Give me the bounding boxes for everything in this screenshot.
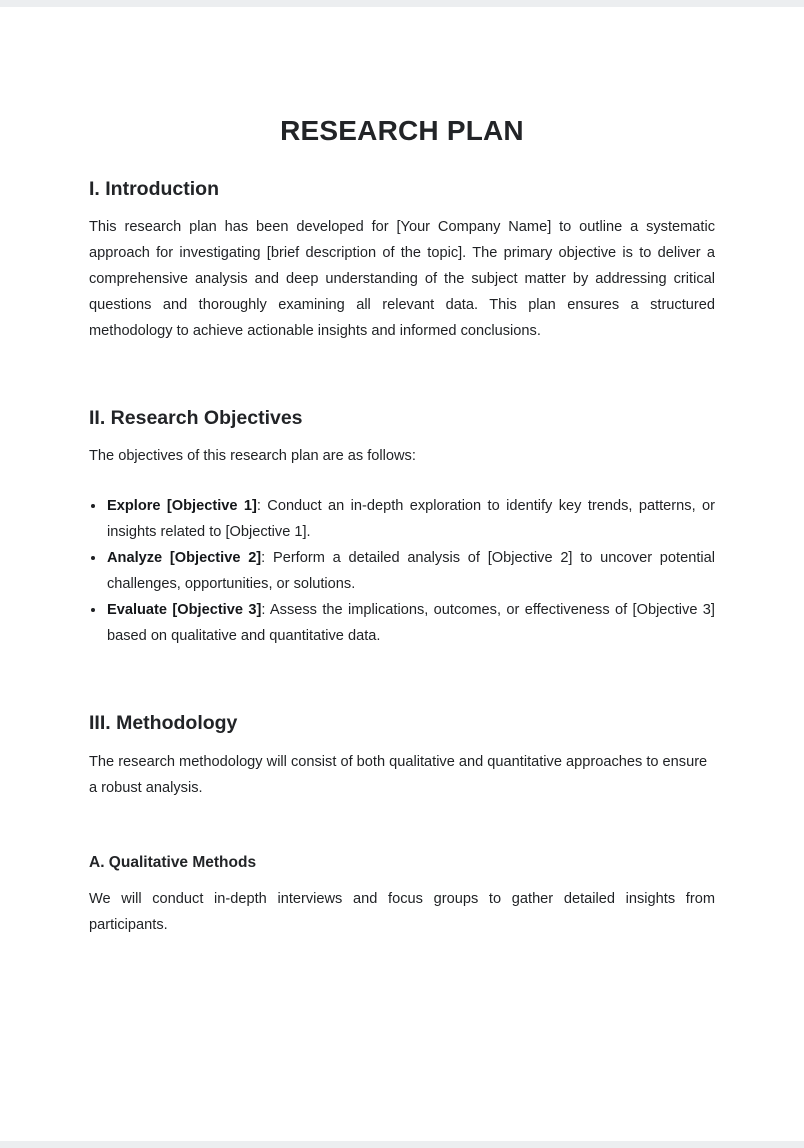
objective-lead-label: Analyze [Objective 2] xyxy=(107,550,262,567)
bullet-dot-icon xyxy=(91,608,95,612)
list-item xyxy=(89,545,715,597)
objective-body-text: : Conduct an in-depth exploration to identify key trends, patterns, or insights related to [Objective 1]. xyxy=(107,498,715,541)
objectives-intro-text: The objectives of this research plan are as follows: xyxy=(89,448,416,465)
section-methodology xyxy=(89,711,715,938)
top-edge-strip xyxy=(0,0,804,7)
bottom-edge-strip xyxy=(0,1141,804,1148)
qualitative-methods-paragraph: We will conduct in-depth interviews and focus groups to gather detailed insights from participants. xyxy=(89,890,715,933)
document-page xyxy=(0,7,804,1141)
section-heading-research-objectives: II. Research Objectives xyxy=(89,406,303,429)
list-item xyxy=(89,493,715,545)
bullet-dot-icon xyxy=(91,504,95,508)
section-heading-introduction: I. Introduction xyxy=(89,177,219,200)
section-research-objectives xyxy=(89,406,715,649)
objectives-list xyxy=(89,493,715,649)
bullet-dot-icon xyxy=(91,556,95,560)
objective-body-text: : Perform a detailed analysis of [Objective 2] to uncover potential challenges, opportunities, or solutions. xyxy=(107,550,715,593)
section-introduction xyxy=(89,177,715,344)
subsection-qualitative-methods xyxy=(89,853,715,938)
list-item xyxy=(89,597,715,649)
page-title: RESEARCH PLAN xyxy=(280,115,524,146)
introduction-paragraph: This research plan has been developed for [Your Company Name] to outline a systematic approach for investigating [brief description of the topic]. The primary objective is to deliver a comprehensive analysis and deep understanding of the subject matter by addressing critical questions and thoroughly examining all relevant data. This plan ensures a structured methodology to achieve actionable insights and informed conclusions. xyxy=(89,218,715,339)
objective-lead-label: Evaluate [Objective 3] xyxy=(107,602,262,619)
objective-lead-label: Explore [Objective 1] xyxy=(107,498,257,515)
subsection-heading-qualitative-methods: A. Qualitative Methods xyxy=(89,853,257,871)
document-content xyxy=(0,7,804,938)
objective-body-text: : Assess the implications, outcomes, or effectiveness of [Objective 3] based on qualitative and quantitative data. xyxy=(107,602,715,645)
section-heading-methodology: III. Methodology xyxy=(89,712,238,735)
methodology-paragraph: The research methodology will consist of both qualitative and quantitative approaches to ensure a robust analysis. xyxy=(89,753,708,796)
